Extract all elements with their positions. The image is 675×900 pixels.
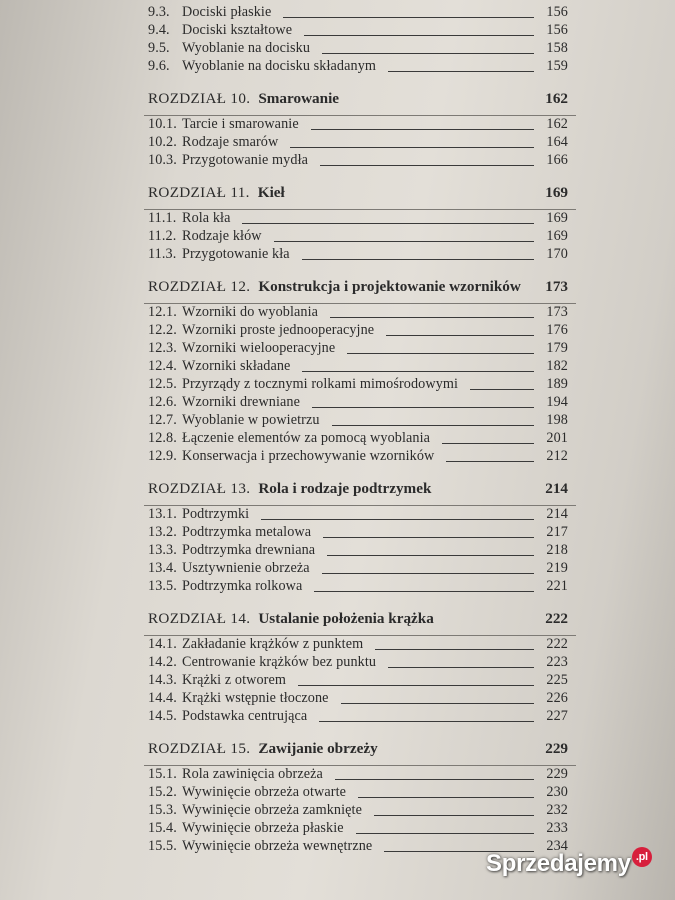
leader-line [330, 316, 534, 318]
chapter-page: 229 [545, 740, 568, 757]
toc-entry [148, 430, 568, 448]
entry-title: Tarcie i smarowanie [182, 116, 299, 132]
leader-line [290, 146, 534, 148]
entry-title: Podstawka centrująca [182, 708, 308, 724]
toc-entry [148, 672, 568, 690]
entry-page: 223 [546, 654, 568, 670]
entry-title: Rola kła [182, 210, 231, 226]
chapter-heading [148, 480, 568, 500]
entry-number: 12.4. [148, 358, 177, 374]
toc-entry [148, 304, 568, 322]
entry-page: 179 [546, 340, 568, 356]
leader-line [327, 554, 534, 556]
entry-number: 12.3. [148, 340, 177, 356]
leader-line [388, 70, 534, 72]
entry-number: 15.4. [148, 820, 177, 836]
chapter-label: ROZDZIAŁ 11. [148, 184, 250, 201]
entry-page: 169 [546, 228, 568, 244]
entry-title: Krążki wstępnie tłoczone [182, 690, 329, 706]
toc-entry [148, 358, 568, 376]
toc-entry [148, 542, 568, 560]
leader-line [386, 334, 534, 336]
leader-line [335, 778, 534, 780]
toc-entry [148, 766, 568, 784]
entry-number: 13.4. [148, 560, 177, 576]
entry-page: 176 [546, 322, 568, 338]
entry-page: 227 [546, 708, 568, 724]
leader-line [442, 442, 534, 444]
entry-page: 221 [546, 578, 568, 594]
entry-page: 166 [546, 152, 568, 168]
chapter-title: Ustalanie położenia krążka [258, 610, 434, 627]
toc-entry [148, 506, 568, 524]
entry-number: 12.7. [148, 412, 177, 428]
entry-page: 218 [546, 542, 568, 558]
entry-title: Usztywnienie obrzeża [182, 560, 310, 576]
entry-title: Podtrzymka rolkowa [182, 578, 303, 594]
leader-line [388, 666, 534, 668]
chapter-title: Smarowanie [258, 90, 340, 107]
entry-number: 9.4. [148, 22, 170, 38]
entry-number: 10.2. [148, 134, 177, 150]
entry-page: 219 [546, 560, 568, 576]
leader-line [347, 352, 534, 354]
chapter-label: ROZDZIAŁ 15. [148, 740, 251, 757]
entry-number: 12.1. [148, 304, 177, 320]
entry-title: Wzorniki składane [182, 358, 291, 374]
entry-number: 12.8. [148, 430, 177, 446]
entry-page: 159 [546, 58, 568, 74]
entry-title: Przyrządy z tocznymi rolkami mimośrodowymi [182, 376, 459, 392]
entry-number: 11.2. [148, 228, 177, 244]
leader-line [302, 370, 534, 372]
toc-entry [148, 58, 568, 76]
chapter-label: ROZDZIAŁ 10. [148, 90, 251, 107]
entry-title: Wywinięcie obrzeża wewnętrzne [182, 838, 373, 854]
leader-line [375, 648, 534, 650]
toc-entry [148, 784, 568, 802]
entry-title: Podtrzymki [182, 506, 250, 522]
toc-entry [148, 134, 568, 152]
entry-number: 15.5. [148, 838, 177, 854]
toc-entry [148, 578, 568, 596]
chapter-12-section [148, 278, 568, 466]
toc-entry [148, 560, 568, 578]
leader-line [446, 460, 534, 462]
leader-line [332, 424, 534, 426]
chapter-14-section [148, 610, 568, 726]
toc-entry [148, 636, 568, 654]
toc-entry [148, 322, 568, 340]
toc-entry [148, 4, 568, 22]
entry-title: Podtrzymka metalowa [182, 524, 312, 540]
entry-page: 194 [546, 394, 568, 410]
entry-page: 217 [546, 524, 568, 540]
entry-title: Krążki z otworem [182, 672, 287, 688]
entry-page: 212 [546, 448, 568, 464]
entry-page: 230 [546, 784, 568, 800]
entry-title: Konserwacja i przechowywanie wzorników [182, 448, 435, 464]
watermark-tld-badge: .pl [632, 847, 652, 867]
entry-title: Wyoblanie na docisku [182, 40, 311, 56]
entry-title: Wzorniki wielooperacyjne [182, 340, 336, 356]
leader-line [470, 388, 534, 390]
leader-line [322, 52, 534, 54]
entry-number: 12.9. [148, 448, 177, 464]
entry-page: 156 [546, 22, 568, 38]
entry-title: Wyoblanie w powietrzu [182, 412, 320, 428]
leader-line [274, 240, 534, 242]
chapter-title: Rola i rodzaje podtrzymek [258, 480, 432, 497]
toc-entry [148, 524, 568, 542]
entry-page: 173 [546, 304, 568, 320]
entry-title: Rodzaje smarów [182, 134, 279, 150]
entry-page: 229 [546, 766, 568, 782]
toc-entry [148, 376, 568, 394]
toc-entry [148, 802, 568, 820]
chapter-title: Konstrukcja i projektowanie wzorników [258, 278, 521, 295]
chapter-title: Kieł [257, 184, 285, 201]
entry-page: 189 [546, 376, 568, 392]
leader-line [302, 258, 534, 260]
entry-title: Przygotowanie mydła [182, 152, 309, 168]
toc-entry [148, 246, 568, 264]
entry-number: 14.2. [148, 654, 177, 670]
chapter-page: 214 [545, 480, 568, 497]
entry-number: 10.1. [148, 116, 177, 132]
entry-title: Dociski kształtowe [182, 22, 293, 38]
entry-page: 226 [546, 690, 568, 706]
toc-entry [148, 412, 568, 430]
entry-number: 9.5. [148, 40, 170, 56]
chapter-label: ROZDZIAŁ 14. [148, 610, 251, 627]
entry-number: 15.3. [148, 802, 177, 818]
leader-line [356, 832, 534, 834]
chapter-title: Zawijanie obrzeży [258, 740, 378, 757]
entry-title: Podtrzymka drewniana [182, 542, 316, 558]
watermark-logo [486, 850, 652, 878]
entry-number: 12.2. [148, 322, 177, 338]
entry-number: 13.2. [148, 524, 177, 540]
chapter-page: 173 [545, 278, 568, 295]
entry-page: 225 [546, 672, 568, 688]
entry-number: 12.5. [148, 376, 177, 392]
entry-page: 158 [546, 40, 568, 56]
entry-title: Łączenie elementów za pomocą wyoblania [182, 430, 431, 446]
entry-page: 182 [546, 358, 568, 374]
toc-entry [148, 116, 568, 134]
toc-entry [148, 40, 568, 58]
watermark-text: Sprzedajemy [486, 850, 631, 877]
leader-line [314, 590, 534, 592]
entry-number: 13.5. [148, 578, 177, 594]
entry-number: 11.3. [148, 246, 177, 262]
entry-page: 169 [546, 210, 568, 226]
entry-number: 9.3. [148, 4, 170, 20]
entry-page: 198 [546, 412, 568, 428]
entry-number: 15.1. [148, 766, 177, 782]
leader-line [358, 796, 534, 798]
entry-page: 170 [546, 246, 568, 262]
entry-number: 10.3. [148, 152, 177, 168]
chapter-heading [148, 90, 568, 110]
leader-line [304, 34, 534, 36]
entry-number: 13.1. [148, 506, 177, 522]
leader-line [319, 720, 534, 722]
toc-entry [148, 708, 568, 726]
entry-title: Dociski płaskie [182, 4, 272, 20]
entry-title: Wyoblanie na docisku składanym [182, 58, 377, 74]
entry-page: 232 [546, 802, 568, 818]
section-9-tail [148, 4, 568, 76]
chapter-page: 162 [545, 90, 568, 107]
toc-entry [148, 210, 568, 228]
chapter-page: 169 [545, 184, 568, 201]
leader-line [283, 16, 534, 18]
entry-number: 14.5. [148, 708, 177, 724]
entry-page: 156 [546, 4, 568, 20]
leader-line [311, 128, 534, 130]
leader-line [374, 814, 534, 816]
toc-entry [148, 152, 568, 170]
leader-line [242, 222, 534, 224]
entry-title: Zakładanie krążków z punktem [182, 636, 364, 652]
entry-title: Wzorniki do wyoblania [182, 304, 319, 320]
entry-number: 9.6. [148, 58, 170, 74]
entry-title: Wzorniki proste jednooperacyjne [182, 322, 375, 338]
chapter-page: 222 [545, 610, 568, 627]
toc-entry [148, 820, 568, 838]
entry-page: 162 [546, 116, 568, 132]
leader-line [322, 572, 534, 574]
entry-number: 14.1. [148, 636, 177, 652]
entry-number: 14.4. [148, 690, 177, 706]
entry-page: 164 [546, 134, 568, 150]
entry-page: 222 [546, 636, 568, 652]
chapter-15-section [148, 740, 568, 856]
entry-page: 234 [546, 838, 568, 854]
entry-title: Wzorniki drewniane [182, 394, 301, 410]
entry-title: Rodzaje kłów [182, 228, 262, 244]
toc-entry [148, 690, 568, 708]
chapter-10-section [148, 90, 568, 170]
entry-number: 14.3. [148, 672, 177, 688]
entry-title: Wywinięcie obrzeża otwarte [182, 784, 347, 800]
chapter-heading [148, 278, 568, 298]
toc-entry [148, 22, 568, 40]
entry-number: 12.6. [148, 394, 177, 410]
leader-line [312, 406, 534, 408]
leader-line [341, 702, 534, 704]
leader-line [261, 518, 534, 520]
entry-title: Centrowanie krążków bez punktu [182, 654, 377, 670]
entry-title: Wywinięcie obrzeża zamknięte [182, 802, 362, 818]
toc-entry [148, 654, 568, 672]
chapter-label: ROZDZIAŁ 12. [148, 278, 251, 295]
leader-line [298, 684, 534, 686]
chapter-11-section [148, 184, 568, 264]
entry-number: 11.1. [148, 210, 177, 226]
chapter-13-section [148, 480, 568, 596]
table-of-contents [148, 4, 568, 856]
toc-entry [148, 340, 568, 358]
entry-number: 13.3. [148, 542, 177, 558]
chapter-label: ROZDZIAŁ 13. [148, 480, 251, 497]
entry-number: 15.2. [148, 784, 177, 800]
chapter-heading [148, 184, 568, 204]
entry-page: 233 [546, 820, 568, 836]
entry-title: Rola zawinięcia obrzeża [182, 766, 323, 782]
chapter-heading [148, 610, 568, 630]
entry-page: 201 [546, 430, 568, 446]
entry-title: Przygotowanie kła [182, 246, 290, 262]
chapter-heading [148, 740, 568, 760]
leader-line [323, 536, 534, 538]
entry-page: 214 [546, 506, 568, 522]
toc-entry [148, 394, 568, 412]
toc-entry [148, 228, 568, 246]
leader-line [320, 164, 534, 166]
toc-entry [148, 448, 568, 466]
entry-title: Wywinięcie obrzeża płaskie [182, 820, 344, 836]
